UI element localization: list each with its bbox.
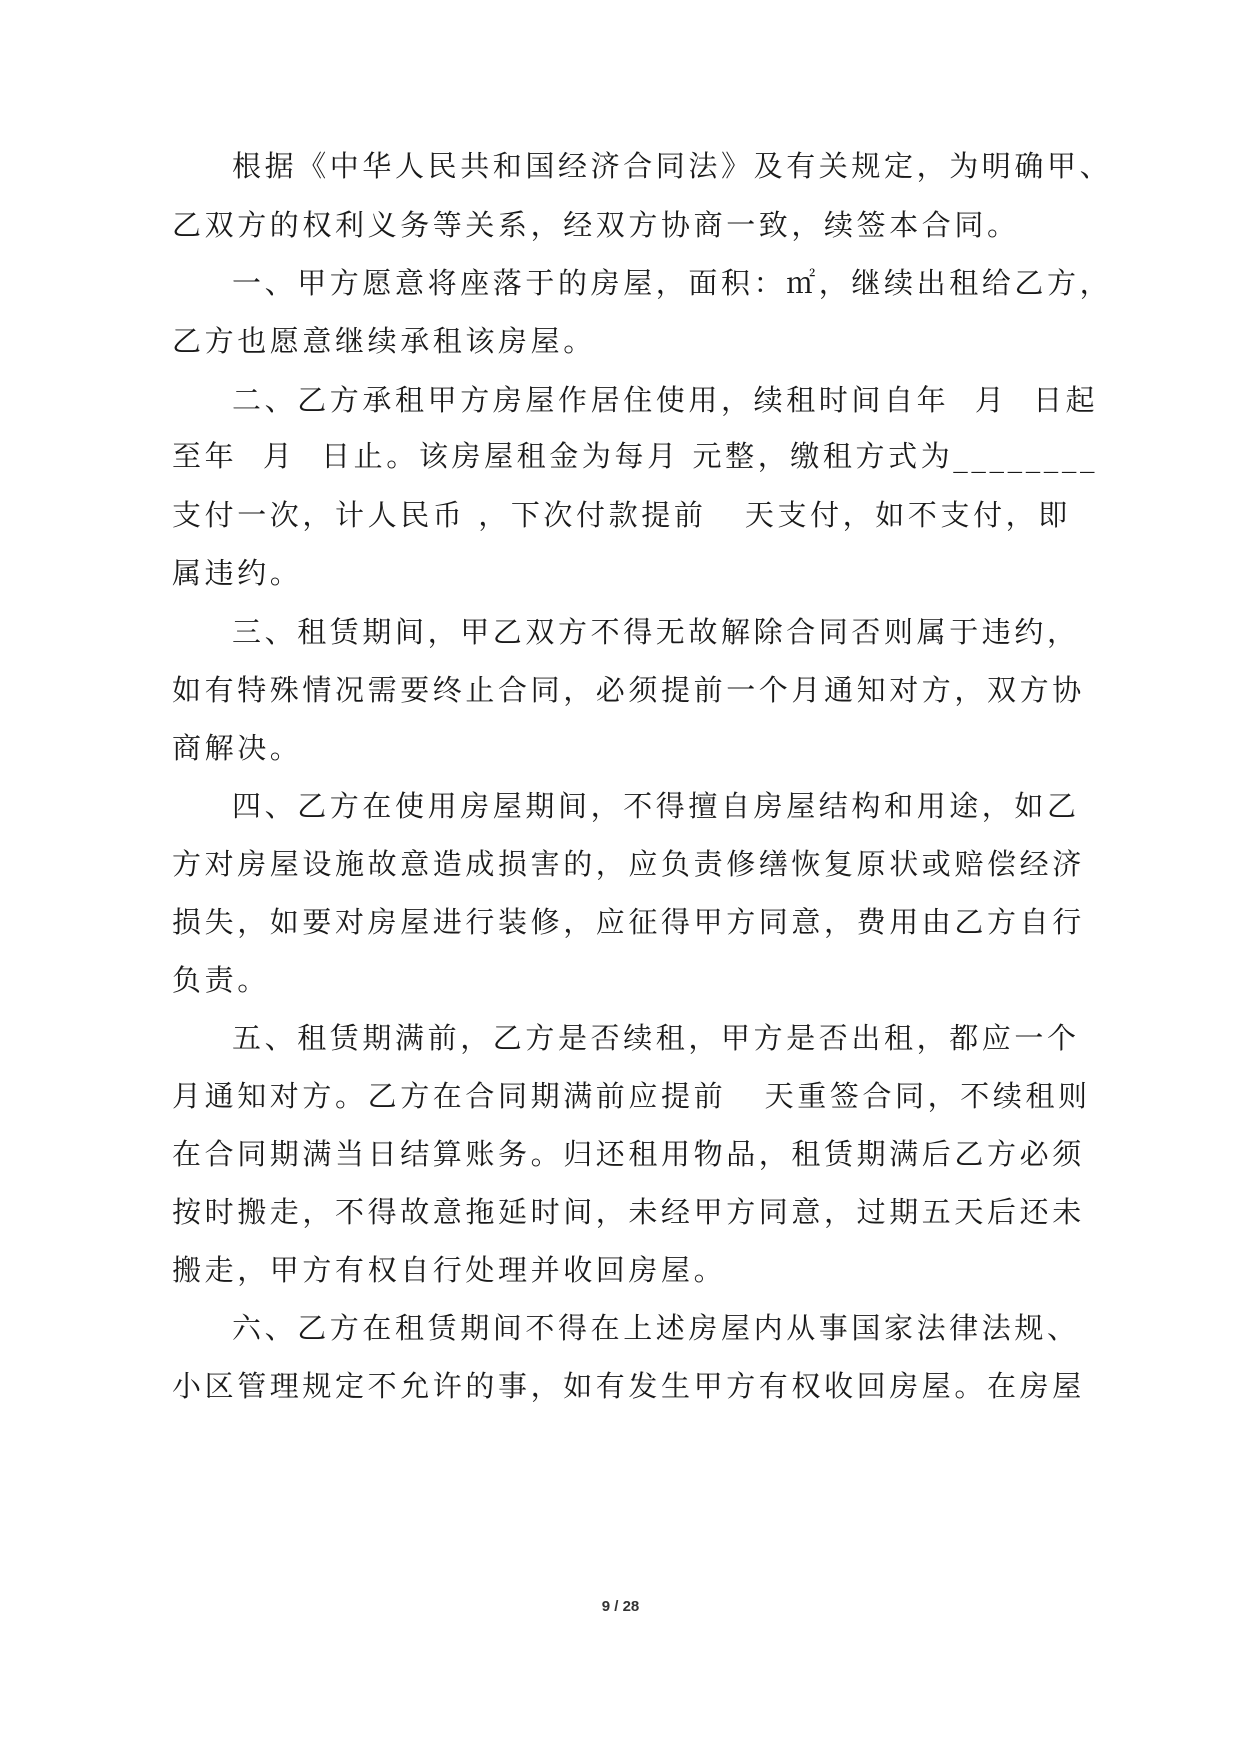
text-line: 二、乙方承租甲方房屋作居住使用，续租时间自年 月 日起: [232, 383, 1099, 417]
text-line: 损失，如要对房屋进行装修，应征得甲方同意，费用由乙方自行: [172, 905, 1085, 939]
text-line: 六、乙方在租赁期间不得在上述房屋内从事国家法律法规、: [232, 1311, 1080, 1345]
text-line: 属违约。: [172, 556, 303, 590]
text-line: 搬走，甲方有权自行处理并收回房屋。: [172, 1253, 727, 1287]
text-line: 根据《中华人民共和国经济合同法》及有关规定，为明确甲、: [232, 149, 1113, 183]
text-line: 月通知对方。乙方在合同期满前应提前 天重签合同，不续租则: [172, 1079, 1091, 1113]
text-line: 乙双方的权利义务等关系，经双方协商一致，续签本合同。: [172, 208, 1020, 242]
text-line: 在合同期满当日结算账务。归还租用物品，租赁期满后乙方必须: [172, 1137, 1085, 1171]
text-line: 商解决。: [172, 731, 303, 765]
text-line: 三、租赁期间，甲乙双方不得无故解除合同否则属于违约，: [232, 615, 1080, 649]
page-number: 9 / 28: [601, 1598, 640, 1615]
text-line: 一、甲方愿意将座落于的房屋，面积：㎡，继续出租给乙方，: [232, 266, 1113, 300]
text-line: 五、租赁期满前，乙方是否续租，甲方是否出租，都应一个: [232, 1021, 1080, 1055]
text-line: 小区管理规定不允许的事，如有发生甲方有权收回房屋。在房屋: [172, 1369, 1085, 1403]
text-line: 四、乙方在使用房屋期间，不得擅自房屋结构和用途，如乙: [232, 789, 1080, 823]
text-line: 支付一次，计人民币 ，下次付款提前 天支付，如不支付，即: [172, 498, 1071, 532]
text-line: 负责。: [172, 963, 270, 997]
text-line: 如有特殊情况需要终止合同，必须提前一个月通知对方，双方协: [172, 673, 1085, 707]
text-line: 按时搬走，不得故意拖延时间，未经甲方同意，过期五天后还未: [172, 1195, 1085, 1229]
text-line: 方对房屋设施故意造成损害的，应负责修缮恢复原状或赔偿经济: [172, 847, 1085, 881]
text-line: 至年 月 日止。该房屋租金为每月 元整，缴租方式为________: [172, 439, 1099, 473]
text-line: 乙方也愿意继续承租该房屋。: [172, 324, 596, 358]
